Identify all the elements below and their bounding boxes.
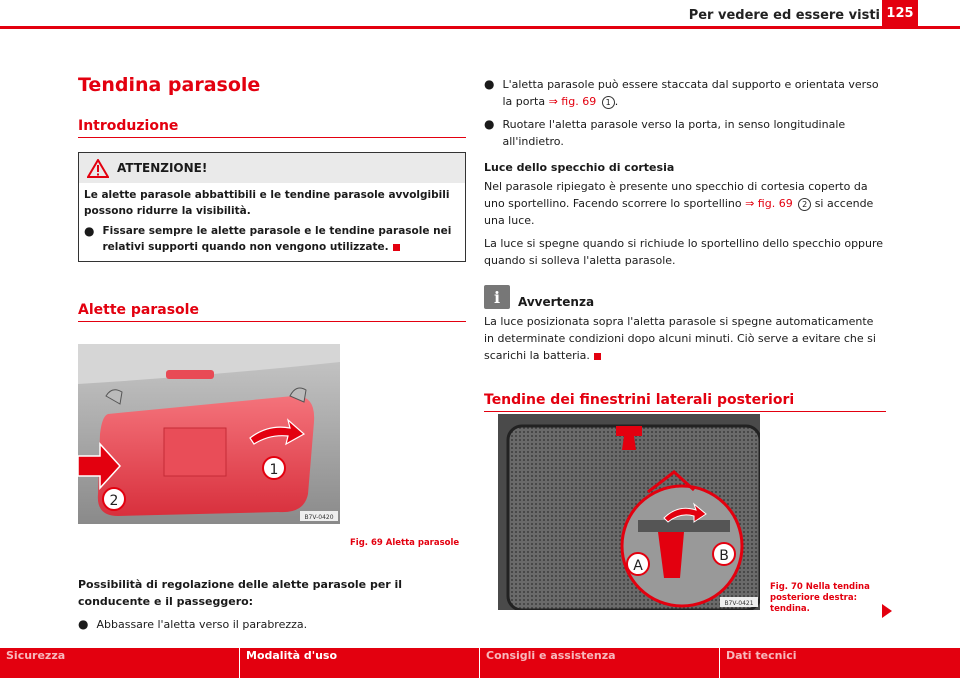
warning-box bbox=[78, 152, 466, 262]
mirror-text-2: si accende una luce. bbox=[484, 197, 874, 227]
footer-tab-dati-tecnici[interactable]: Dati tecnici bbox=[726, 649, 797, 662]
bullet-ruotare bbox=[484, 116, 886, 150]
warning-triangle-icon bbox=[87, 159, 109, 178]
note-paragraph bbox=[484, 313, 886, 364]
end-mark-icon bbox=[393, 244, 400, 251]
bullet-staccata-text: L'aletta parasole può essere staccata dal supporto e orientata verso la porta bbox=[502, 78, 879, 108]
fig69-callout-2: 2 bbox=[109, 493, 119, 509]
tendine-heading: Tendine dei finestrini laterali posteriori bbox=[484, 392, 886, 412]
footer-nav bbox=[0, 648, 960, 678]
figure-70-image bbox=[498, 414, 760, 610]
fig70-label-a: A bbox=[633, 558, 643, 574]
mirror-text-3: La luce si spegne quando si richiude lo sportellino dello specchio oppure quando si solleva l'aletta parasole. bbox=[484, 237, 884, 267]
fig69-code: B7V-0420 bbox=[304, 514, 334, 521]
header-title: Per vedere ed essere visti bbox=[688, 8, 880, 23]
figure-69-image bbox=[78, 344, 340, 524]
bullet-abbassare-text: Abbassare l'aletta verso il parabrezza. bbox=[96, 618, 308, 631]
fig70-caption: Fig. 70 Nella tendina posteriore destra: tendina. bbox=[770, 582, 870, 614]
warning-header bbox=[79, 153, 465, 183]
bullet-dot-icon: ● bbox=[78, 617, 89, 631]
end-mark-icon bbox=[594, 353, 601, 360]
fig70-label-b: B bbox=[719, 548, 729, 564]
mirror-text-1: Nel parasole ripiegato è presente uno specchio di cortesia coperto da uno sportellino. Facendo scorrere lo sportellino bbox=[484, 180, 868, 210]
alette-heading: Alette parasole bbox=[78, 302, 466, 322]
warning-bullet bbox=[84, 223, 460, 255]
bullet-abbassare bbox=[78, 616, 466, 633]
note-header bbox=[484, 285, 886, 309]
possibilita-title: Possibilità di regolazione delle alette parasole per il conducente e il passeggero: bbox=[78, 578, 403, 608]
header-divider bbox=[0, 26, 960, 29]
fig69-link[interactable]: ⇒ fig. 69 bbox=[548, 95, 597, 108]
fig69-caption: Fig. 69 Aletta parasole bbox=[350, 538, 460, 548]
callout-badge: 1 bbox=[602, 96, 615, 109]
left-column bbox=[78, 74, 466, 631]
warning-text: Le alette parasole abbattibili e le tendine parasole avvolgibili possono ridurre la visibilità. bbox=[84, 189, 450, 217]
footer-tab-sicurezza[interactable]: Sicurezza bbox=[0, 648, 240, 678]
info-note-icon: i bbox=[484, 285, 510, 309]
bullet-staccata: ● L'aletta parasole può essere staccata dal supporto e orientata verso la porta ⇒ fig. 69 1 . bbox=[484, 77, 879, 108]
fig70-code: B7V-0421 bbox=[724, 600, 754, 607]
next-page-arrow-icon[interactable] bbox=[882, 604, 892, 618]
bullet-dot-icon: ● bbox=[84, 224, 95, 238]
footer-tab-modalita-uso[interactable]: Modalità d'uso bbox=[240, 648, 480, 678]
note-text: La luce posizionata sopra l'aletta parasole si spegne automaticamente in determinate condizioni dopo alcuni minuti. Ciò serve a evitare che si scarichi la batteria. bbox=[484, 315, 876, 362]
page-number: 125 bbox=[882, 0, 918, 26]
bullet-ruotare-text: Ruotare l'aletta parasole verso la porta, in senso longitudinale all'indietro. bbox=[502, 118, 846, 148]
footer-tab-consigli[interactable]: Consigli e assistenza bbox=[480, 648, 720, 678]
rear-window-blind-illustration bbox=[498, 414, 760, 610]
fig69-callout-1: 1 bbox=[269, 462, 279, 478]
warning-body bbox=[79, 183, 465, 261]
sun-visor-illustration bbox=[78, 344, 340, 524]
right-column bbox=[484, 76, 886, 614]
mirror-paragraph bbox=[484, 178, 886, 229]
intro-heading: Introduzione bbox=[78, 118, 466, 138]
warning-bullet-text: Fissare sempre le alette parasole e le tendine parasole nei relativi supporti quando non vengono utilizzate. bbox=[102, 225, 452, 253]
section-title: Tendina parasole bbox=[78, 74, 261, 96]
fig69-link-2[interactable]: ⇒ fig. 69 bbox=[745, 197, 793, 210]
bullet-dot-icon: ● bbox=[484, 77, 495, 91]
warning-title: ATTENZIONE! bbox=[117, 161, 208, 175]
mirror-title: Luce dello specchio di cortesia bbox=[484, 161, 675, 174]
callout-badge-2: 2 bbox=[798, 198, 811, 211]
note-title: Avvertenza bbox=[518, 295, 595, 309]
bullet-dot-icon: ● bbox=[484, 117, 495, 131]
